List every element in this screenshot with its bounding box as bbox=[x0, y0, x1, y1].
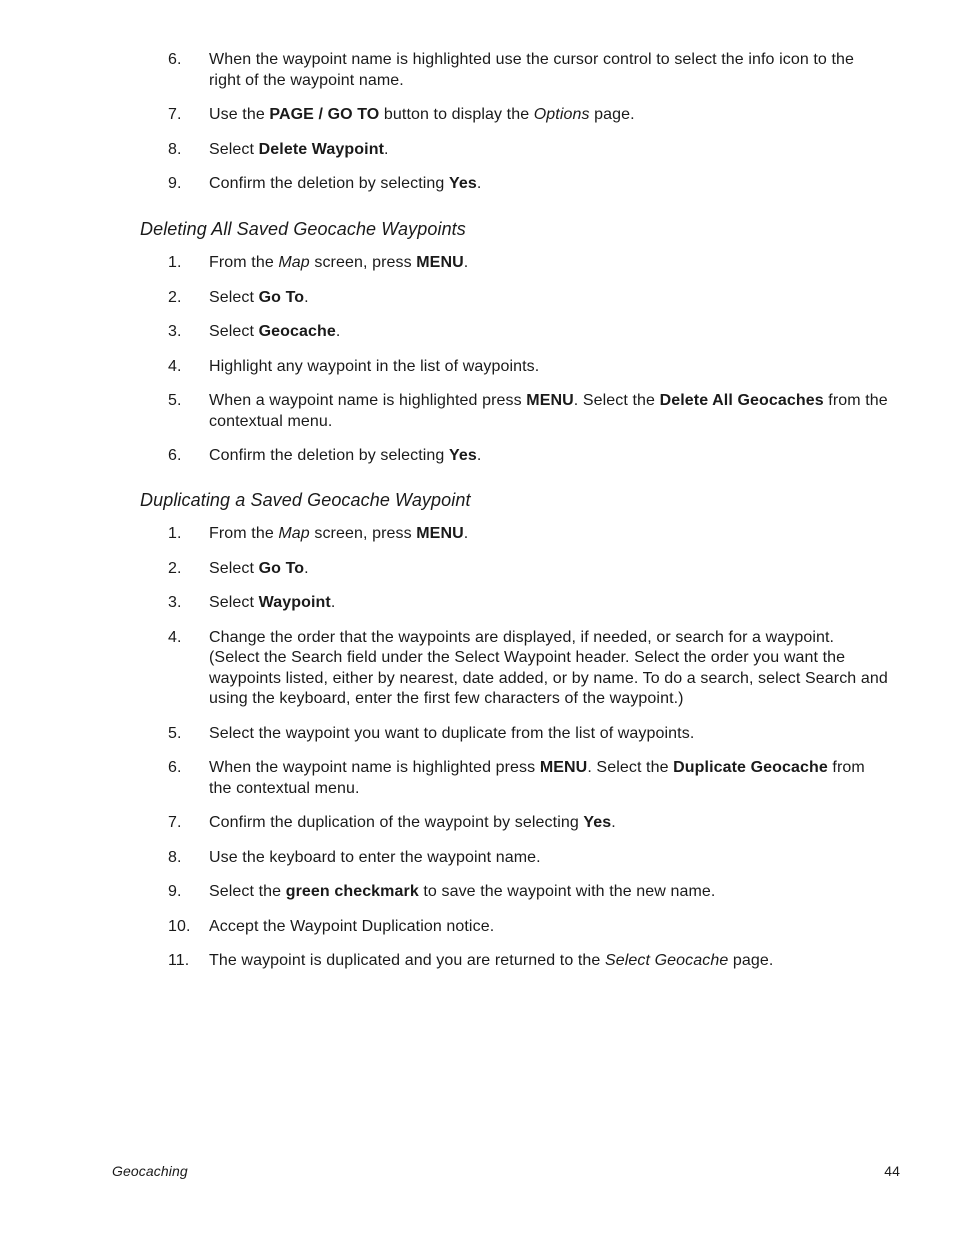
list-item-text bbox=[209, 391, 889, 432]
list-item bbox=[0, 140, 954, 161]
list-item bbox=[0, 322, 954, 343]
list-item-number: 11. bbox=[168, 952, 190, 969]
list-item-text bbox=[209, 951, 889, 972]
list-item-number: 5. bbox=[168, 392, 182, 409]
text-run: Use the bbox=[209, 106, 270, 123]
bold-term: Yes bbox=[448, 175, 477, 192]
text-run: . bbox=[611, 814, 616, 831]
list-item bbox=[0, 524, 954, 545]
list-item bbox=[0, 357, 954, 378]
list-item-number: 8. bbox=[168, 140, 182, 158]
text-run: Select the bbox=[209, 883, 286, 900]
footer-section-name: Geocaching bbox=[112, 1163, 188, 1179]
text-run: . bbox=[304, 288, 309, 306]
list-item bbox=[0, 391, 954, 432]
list-item-text bbox=[209, 758, 889, 799]
italic-term: Map bbox=[278, 254, 310, 271]
text-run: page. bbox=[728, 952, 774, 969]
list-item-text bbox=[209, 524, 889, 545]
list-item bbox=[0, 724, 954, 745]
text-run: screen, press bbox=[309, 254, 417, 271]
list-item-number: 9. bbox=[168, 883, 182, 900]
text-run: . bbox=[335, 323, 341, 340]
bold-term: Delete Waypoint bbox=[258, 140, 384, 158]
text-run: . bbox=[463, 525, 469, 542]
list-item-number: 8. bbox=[168, 848, 182, 866]
text-run: Change the order that the waypoints are displayed, if needed, or search for a waypoint. (Select the Search field under the Select Waypoint header. Select the order you want the waypoints listed, either by nearest, date added, or by name. To do a search, select Search and using the keyboard, enter the first few characters of the waypoint.) bbox=[209, 628, 888, 707]
text-run: screen, press bbox=[309, 525, 417, 542]
bold-term: MENU bbox=[526, 392, 574, 409]
list-item-text bbox=[209, 357, 889, 378]
list-item bbox=[0, 917, 954, 938]
text-run: Select the waypoint you want to duplicate from the list of waypoints. bbox=[209, 724, 695, 742]
list-item bbox=[0, 288, 954, 309]
text-run: . Select the bbox=[573, 392, 660, 409]
text-run: button to display the bbox=[379, 106, 534, 123]
text-run: . bbox=[476, 175, 482, 192]
list-item-text bbox=[209, 917, 889, 938]
text-run: . bbox=[463, 254, 469, 271]
text-run: . bbox=[330, 594, 336, 611]
list-item-text bbox=[209, 322, 889, 343]
italic-term: Map bbox=[278, 525, 310, 542]
list-item-number: 3. bbox=[168, 323, 182, 340]
list-item-number: 2. bbox=[168, 559, 182, 577]
text-run: From the bbox=[209, 254, 279, 271]
bold-term: Yes bbox=[583, 814, 612, 831]
bold-term: PAGE / GO TO bbox=[269, 106, 380, 123]
list-item bbox=[0, 593, 954, 614]
text-run: Select bbox=[209, 559, 259, 577]
list-item-number: 9. bbox=[168, 175, 182, 192]
bold-term: Delete All Geocaches bbox=[659, 392, 824, 409]
bold-term: MENU bbox=[416, 254, 464, 271]
list-item-text bbox=[209, 253, 889, 274]
list-item-text bbox=[209, 140, 889, 161]
list-item-text bbox=[209, 559, 889, 580]
list-item-number: 5. bbox=[168, 724, 182, 742]
list-item-number: 6. bbox=[168, 759, 182, 776]
text-run: Highlight any waypoint in the list of waypoints. bbox=[209, 357, 540, 375]
bold-term: Yes bbox=[448, 447, 477, 464]
text-run: to save the waypoint with the new name. bbox=[418, 883, 716, 900]
text-run: When the waypoint name is highlighted use the cursor control to select the info icon to the right of the waypoint name. bbox=[209, 51, 855, 89]
steps-list bbox=[0, 524, 954, 986]
list-item bbox=[0, 848, 954, 869]
list-item-number: 7. bbox=[168, 106, 182, 123]
text-run: Select bbox=[209, 288, 259, 306]
list-item-number: 2. bbox=[168, 288, 182, 306]
list-item-text bbox=[209, 724, 889, 745]
text-run: From the bbox=[209, 525, 279, 542]
bold-term: Go To bbox=[258, 288, 305, 306]
bold-term: green checkmark bbox=[285, 883, 419, 900]
list-item bbox=[0, 628, 954, 710]
list-item-number: 6. bbox=[168, 447, 182, 464]
list-item-number: 1. bbox=[168, 525, 182, 542]
bold-term: Duplicate Geocache bbox=[673, 759, 828, 776]
list-item bbox=[0, 174, 954, 195]
list-item-text bbox=[209, 446, 889, 467]
list-item-number: 10. bbox=[168, 917, 191, 935]
list-item-number: 6. bbox=[168, 51, 182, 68]
heading-duplicating: Duplicating a Saved Geocache Waypoint bbox=[140, 490, 471, 510]
list-item bbox=[0, 446, 954, 467]
text-run: The waypoint is duplicated and you are returned to the bbox=[209, 952, 605, 969]
text-run: Confirm the deletion by selecting bbox=[209, 175, 449, 192]
bold-term: Geocache bbox=[258, 323, 336, 340]
text-run: Select bbox=[209, 323, 259, 340]
text-run: from the contextual menu. bbox=[209, 759, 865, 797]
list-item-number: 3. bbox=[168, 594, 182, 611]
list-item-text bbox=[209, 628, 889, 710]
list-item-number: 4. bbox=[168, 357, 182, 375]
heading-deleting-all: Deleting All Saved Geocache Waypoints bbox=[140, 219, 466, 239]
list-item-text bbox=[209, 848, 889, 869]
text-run: When the waypoint name is highlighted press bbox=[209, 759, 540, 776]
list-item-text bbox=[209, 882, 889, 903]
text-run: Confirm the duplication of the waypoint by selecting bbox=[209, 814, 584, 831]
footer-page-number: 44 bbox=[884, 1163, 900, 1179]
list-item-text bbox=[209, 593, 889, 614]
list-item-number: 7. bbox=[168, 814, 182, 831]
bold-term: Go To bbox=[258, 559, 305, 577]
list-item-number: 4. bbox=[168, 628, 182, 646]
text-run: Select bbox=[209, 594, 259, 611]
text-run: Select bbox=[209, 140, 259, 158]
list-item bbox=[0, 813, 954, 834]
text-run: from the contextual menu. bbox=[209, 392, 888, 430]
text-run: Confirm the deletion by selecting bbox=[209, 447, 449, 464]
text-run: . bbox=[304, 559, 309, 577]
list-item-text bbox=[209, 50, 889, 91]
text-run: Use the keyboard to enter the waypoint name. bbox=[209, 848, 541, 866]
list-item-number: 1. bbox=[168, 254, 182, 271]
list-item bbox=[0, 50, 954, 91]
text-run: Accept the Waypoint Duplication notice. bbox=[209, 917, 495, 935]
bold-term: MENU bbox=[539, 759, 588, 776]
list-item-text bbox=[209, 105, 889, 126]
list-item bbox=[0, 253, 954, 274]
italic-term: Select Geocache bbox=[604, 952, 729, 969]
list-item-text bbox=[209, 174, 889, 195]
list-item bbox=[0, 882, 954, 903]
italic-term: Options bbox=[533, 106, 590, 123]
list-item-text bbox=[209, 813, 889, 834]
text-run: . bbox=[476, 447, 482, 464]
text-run: . bbox=[384, 140, 389, 158]
list-item bbox=[0, 559, 954, 580]
text-run: . Select the bbox=[587, 759, 674, 776]
text-run: When a waypoint name is highlighted press bbox=[209, 392, 527, 409]
steps-list bbox=[0, 50, 954, 209]
list-item-text bbox=[209, 288, 889, 309]
text-run: page. bbox=[589, 106, 635, 123]
list-item bbox=[0, 758, 954, 799]
steps-list bbox=[0, 253, 954, 481]
list-item bbox=[0, 105, 954, 126]
bold-term: Waypoint bbox=[258, 594, 331, 611]
bold-term: MENU bbox=[416, 525, 464, 542]
list-item bbox=[0, 951, 954, 972]
